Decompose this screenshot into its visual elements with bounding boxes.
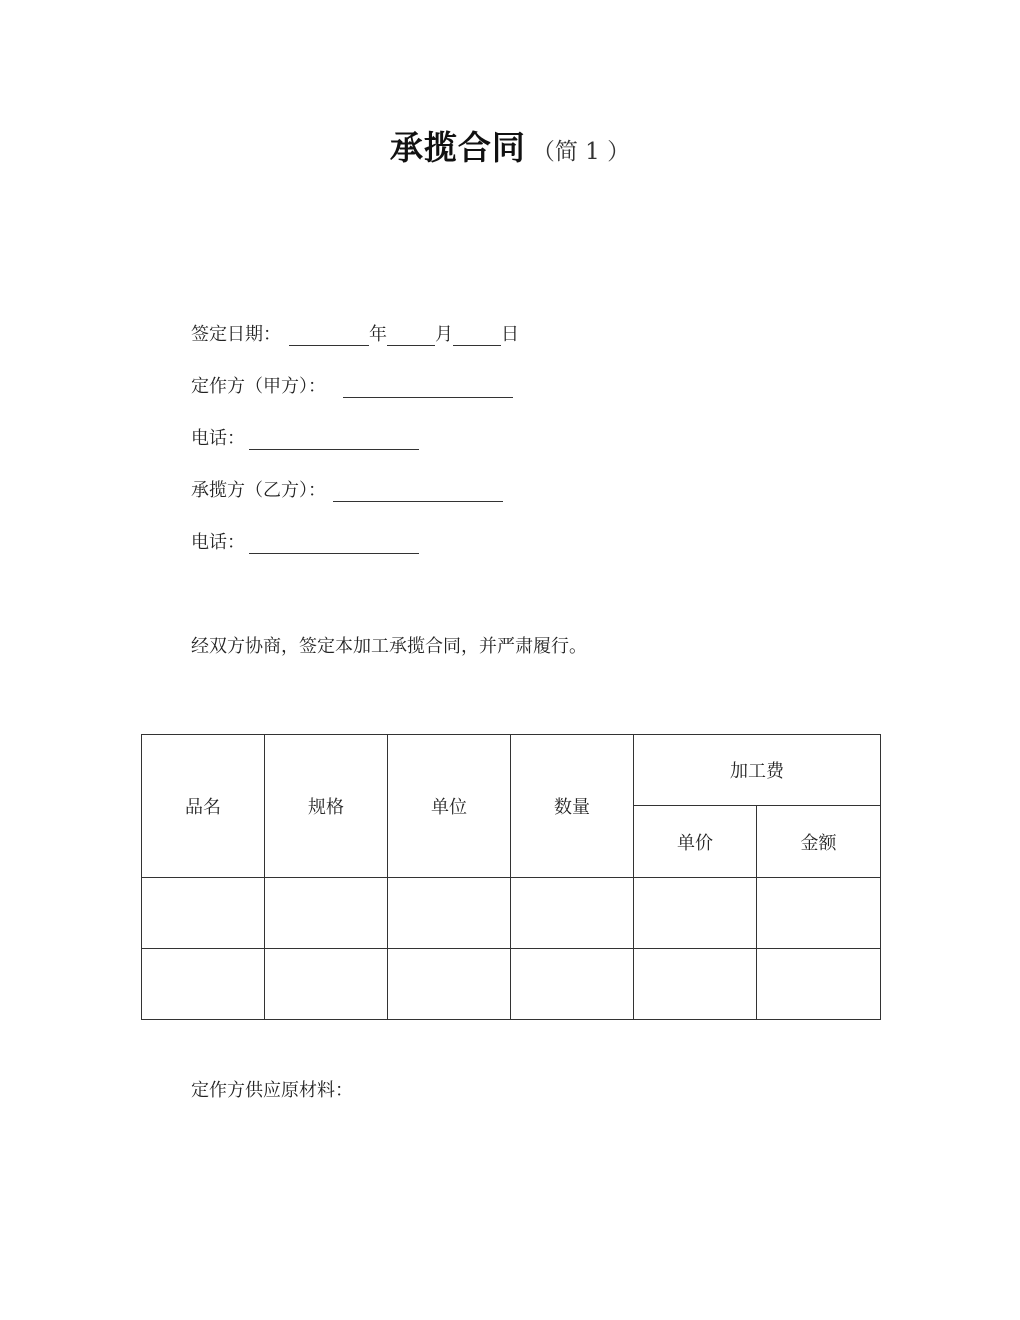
year-label: 年: [369, 324, 387, 345]
party-b-label: 承揽方（乙方）：: [191, 480, 326, 501]
header-unit: 单位: [388, 735, 511, 878]
party-b-row: [191, 476, 503, 502]
party-b-blank[interactable]: [333, 481, 503, 502]
table-cell[interactable]: [388, 949, 511, 1020]
party-a-row: [191, 372, 513, 398]
document-title: [0, 122, 1020, 169]
table-cell[interactable]: [142, 878, 265, 949]
header-processing-fee: 加工费: [634, 735, 881, 806]
table-cell[interactable]: [634, 949, 757, 1020]
sign-month-blank[interactable]: [387, 325, 435, 346]
party-a-phone-blank[interactable]: [249, 429, 419, 450]
items-table: [141, 734, 881, 1020]
header-spec: 规格: [265, 735, 388, 878]
table-row: [142, 878, 881, 949]
intro-sentence: 经双方协商，签定本加工承揽合同，并严肃履行。: [191, 636, 587, 657]
party-a-label: 定作方（甲方）：: [191, 376, 326, 397]
sign-date-row: [191, 320, 519, 346]
sign-date-label: 签定日期：: [191, 324, 281, 345]
party-b-phone-row: [191, 528, 419, 554]
party-b-phone-label: 电话：: [191, 532, 245, 553]
table-row: [142, 949, 881, 1020]
table-cell[interactable]: [634, 878, 757, 949]
month-label: 月: [435, 324, 453, 345]
table-cell[interactable]: [142, 949, 265, 1020]
header-amount: 金额: [757, 806, 881, 878]
day-label: 日: [501, 324, 519, 345]
party-a-phone-label: 电话：: [191, 428, 245, 449]
title-main: 承揽合同: [389, 128, 526, 167]
table-cell[interactable]: [511, 949, 634, 1020]
table-cell[interactable]: [388, 878, 511, 949]
title-version: （简 1 ）: [531, 139, 631, 165]
sign-day-blank[interactable]: [453, 325, 501, 346]
table-header-row: [142, 735, 881, 806]
header-quantity: 数量: [511, 735, 634, 878]
party-b-phone-blank[interactable]: [249, 533, 419, 554]
table-cell[interactable]: [265, 878, 388, 949]
party-a-phone-row: [191, 424, 419, 450]
table-cell[interactable]: [265, 949, 388, 1020]
sign-year-blank[interactable]: [289, 325, 369, 346]
table-cell[interactable]: [511, 878, 634, 949]
table-cell[interactable]: [757, 878, 881, 949]
table-cell[interactable]: [757, 949, 881, 1020]
party-a-blank[interactable]: [343, 377, 513, 398]
header-unit-price: 单价: [634, 806, 757, 878]
header-product-name: 品名: [142, 735, 265, 878]
materials-label: 定作方供应原材料：: [191, 1080, 353, 1101]
